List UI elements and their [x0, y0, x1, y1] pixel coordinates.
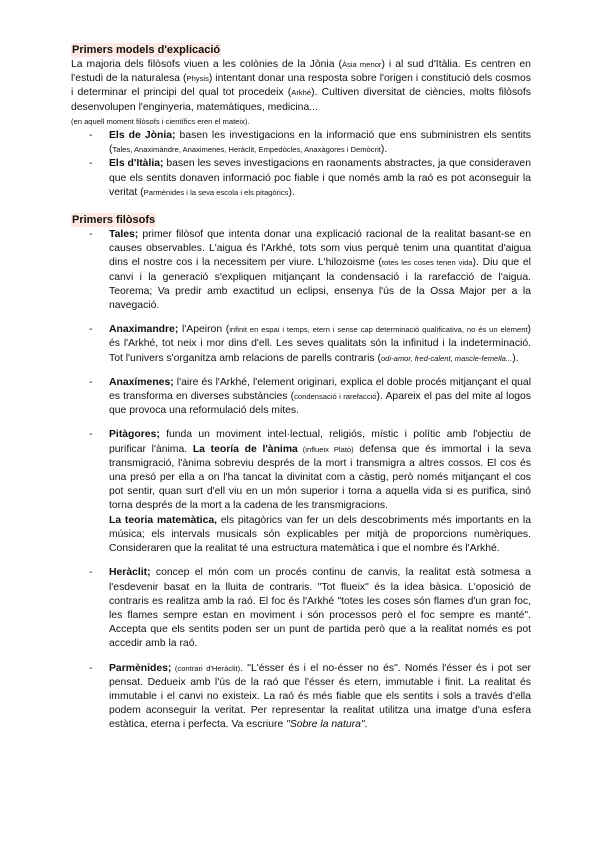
bullet: -	[89, 429, 93, 441]
list-item-anaximandre: - Anaximandre; l'Apeiron (infinit en espai i temps, etern i sense cap determinació qualificativa, no és un element) és l'Arkhé, tot neix i mor dins d'ell. Les seves qualitats són la infinitud i la indeterminació. Tot l'univers s'organitza amb relacions de parells contraris (odi-amor, fred-calent, mascle-femella...).	[89, 324, 531, 364]
list-item-pitagores: - Pitàgores; funda un moviment intel·lectual, religiós, místic i polític amb l'objectiu de purificar l'ànima. La teoría de l'ànima (influeix Plató) defensa que és immortal i la seva transmigració, l'ànima sobreviu després de la mort i transmigra a altres cossos. El cos és una presó per ella a on l'ha tancat la divinitat com a càstig, però només mitjançant el cos pot sentir, quan surt d'ell viu en un món superior i torna a aquella vida si es purifica, sinó torna després de la mort a la cadena de les transmigracions. La teoria matemàtica, els pitagòrics van fer un dels descobriments més importants en la música; els intervals musicals són explicables per mitjà de proporcions numèriques. Consideraren que la realitat té una estructura matemàtica i que el nombre és l'Arkhé.	[89, 429, 531, 555]
section-heading-filosofs: Primers filòsofs	[72, 214, 156, 227]
bullet: -	[89, 130, 93, 142]
school-list	[71, 129, 531, 200]
bullet: -	[89, 229, 93, 241]
bullet: -	[89, 662, 93, 674]
section-philosophers	[71, 210, 531, 733]
section-heading-models: Primers models d'explicació	[72, 44, 221, 56]
intro-paragraph: La majoria dels filòsofs viuen a les colònies de la Jònia (Àsia menor) i al sud d'Itàlia. Es centren en l'estudi de la naturalesa (Physis) intentant donar una resposta sobre l'origen i constitució dels cosmos i determinar el principi del qual tot procedeix (Arkhé). Cultiven diversitat de ciències, molts filòsofs desenvolupen l'enginyeria, matemàtiques, medicina... (en aquell moment filòsofs i científics eren el mateix).	[71, 59, 531, 126]
bullet: -	[89, 324, 93, 336]
list-item-heraclit: - Heràclit; concep el món com un procés continu de canvis, la realitat està sotmesa a l'esdevenir basat en la lluita de contraris. "Tot flueix" és la idea bàsica. L'oposició de contraris es realitza amb la raó. El foc és l'Arkhé "totes les coses són flames d'un gran foc, les flames sempre estan en moviment i són processos però el foc sempre es manté". Accepta que els sentits poden ser un punt de partida però que a la realitat només es pot accedir amb la raó.	[89, 567, 531, 650]
list-item-jonia: - Els de Jònia; basen les investigacions en la informació que ens subministren els sentits (Tales, Anaximàndre, Anaximenes, Heràclit, Empedòcles, Anaxàgores i Demòcrit).	[89, 130, 531, 156]
bullet: -	[89, 158, 93, 170]
list-item-anaximenes: - Anaxímenes; l'aire és l'Arkhé, l'element originari, explica el doble procés mitjançant el qual es transforma en diverses substàncies (condensació i rarefacció). Apareix el pas del mite al logos que provoca una reformulació dels mites.	[89, 376, 532, 417]
bullet: -	[89, 376, 93, 388]
list-item-italia: - Els d'Itàlia; basen les seves investigacions en raonaments abstractes, ja que consideraven que els sentits donaven informació poc fiable i que només amb la raó es pot aconseguir la veritat (Parmènides i la seva escola i els pitagòrics).	[89, 158, 531, 198]
document-page	[71, 40, 531, 733]
list-item-tales: - Tales; primer filòsof que intenta donar una explicació racional de la realitat basant-se en causes observables. L'aigua és l'Arkhé, tots som vius perquè tenim una quantitat d'aigua dins el nostre cos i la necessitem per viure. L'hilozoisme (totes les coses tenen vida). Diu que el canvi i la generació s'expliquen mitjançant la condensació i la rarefacció de l'aigua. Teorema; Va predir amb exactitud un eclipsi, ensenya l'ús de la Ossa Major per a la navegació.	[89, 229, 531, 312]
philosopher-list	[71, 228, 531, 733]
bullet: -	[89, 567, 93, 579]
list-item-parmenides: - Parmènides; (contrari d'Heràclit). "L'ésser és i el no-ésser no és". Només l'ésser és i pot ser pensat. Dedueix amb l'ús de la raó que l'ésser és etern, immutable i finit. La realitat és immutable i el canvi no existeix. La raó és més fiable que els sentits i sols a través d'ella podem aconseguir la veritat. Per representar la realitat utilitza una imatge d'una esfera estàtica, eterna i perfecta. Va escriure "Sobre la natura".	[89, 662, 532, 731]
